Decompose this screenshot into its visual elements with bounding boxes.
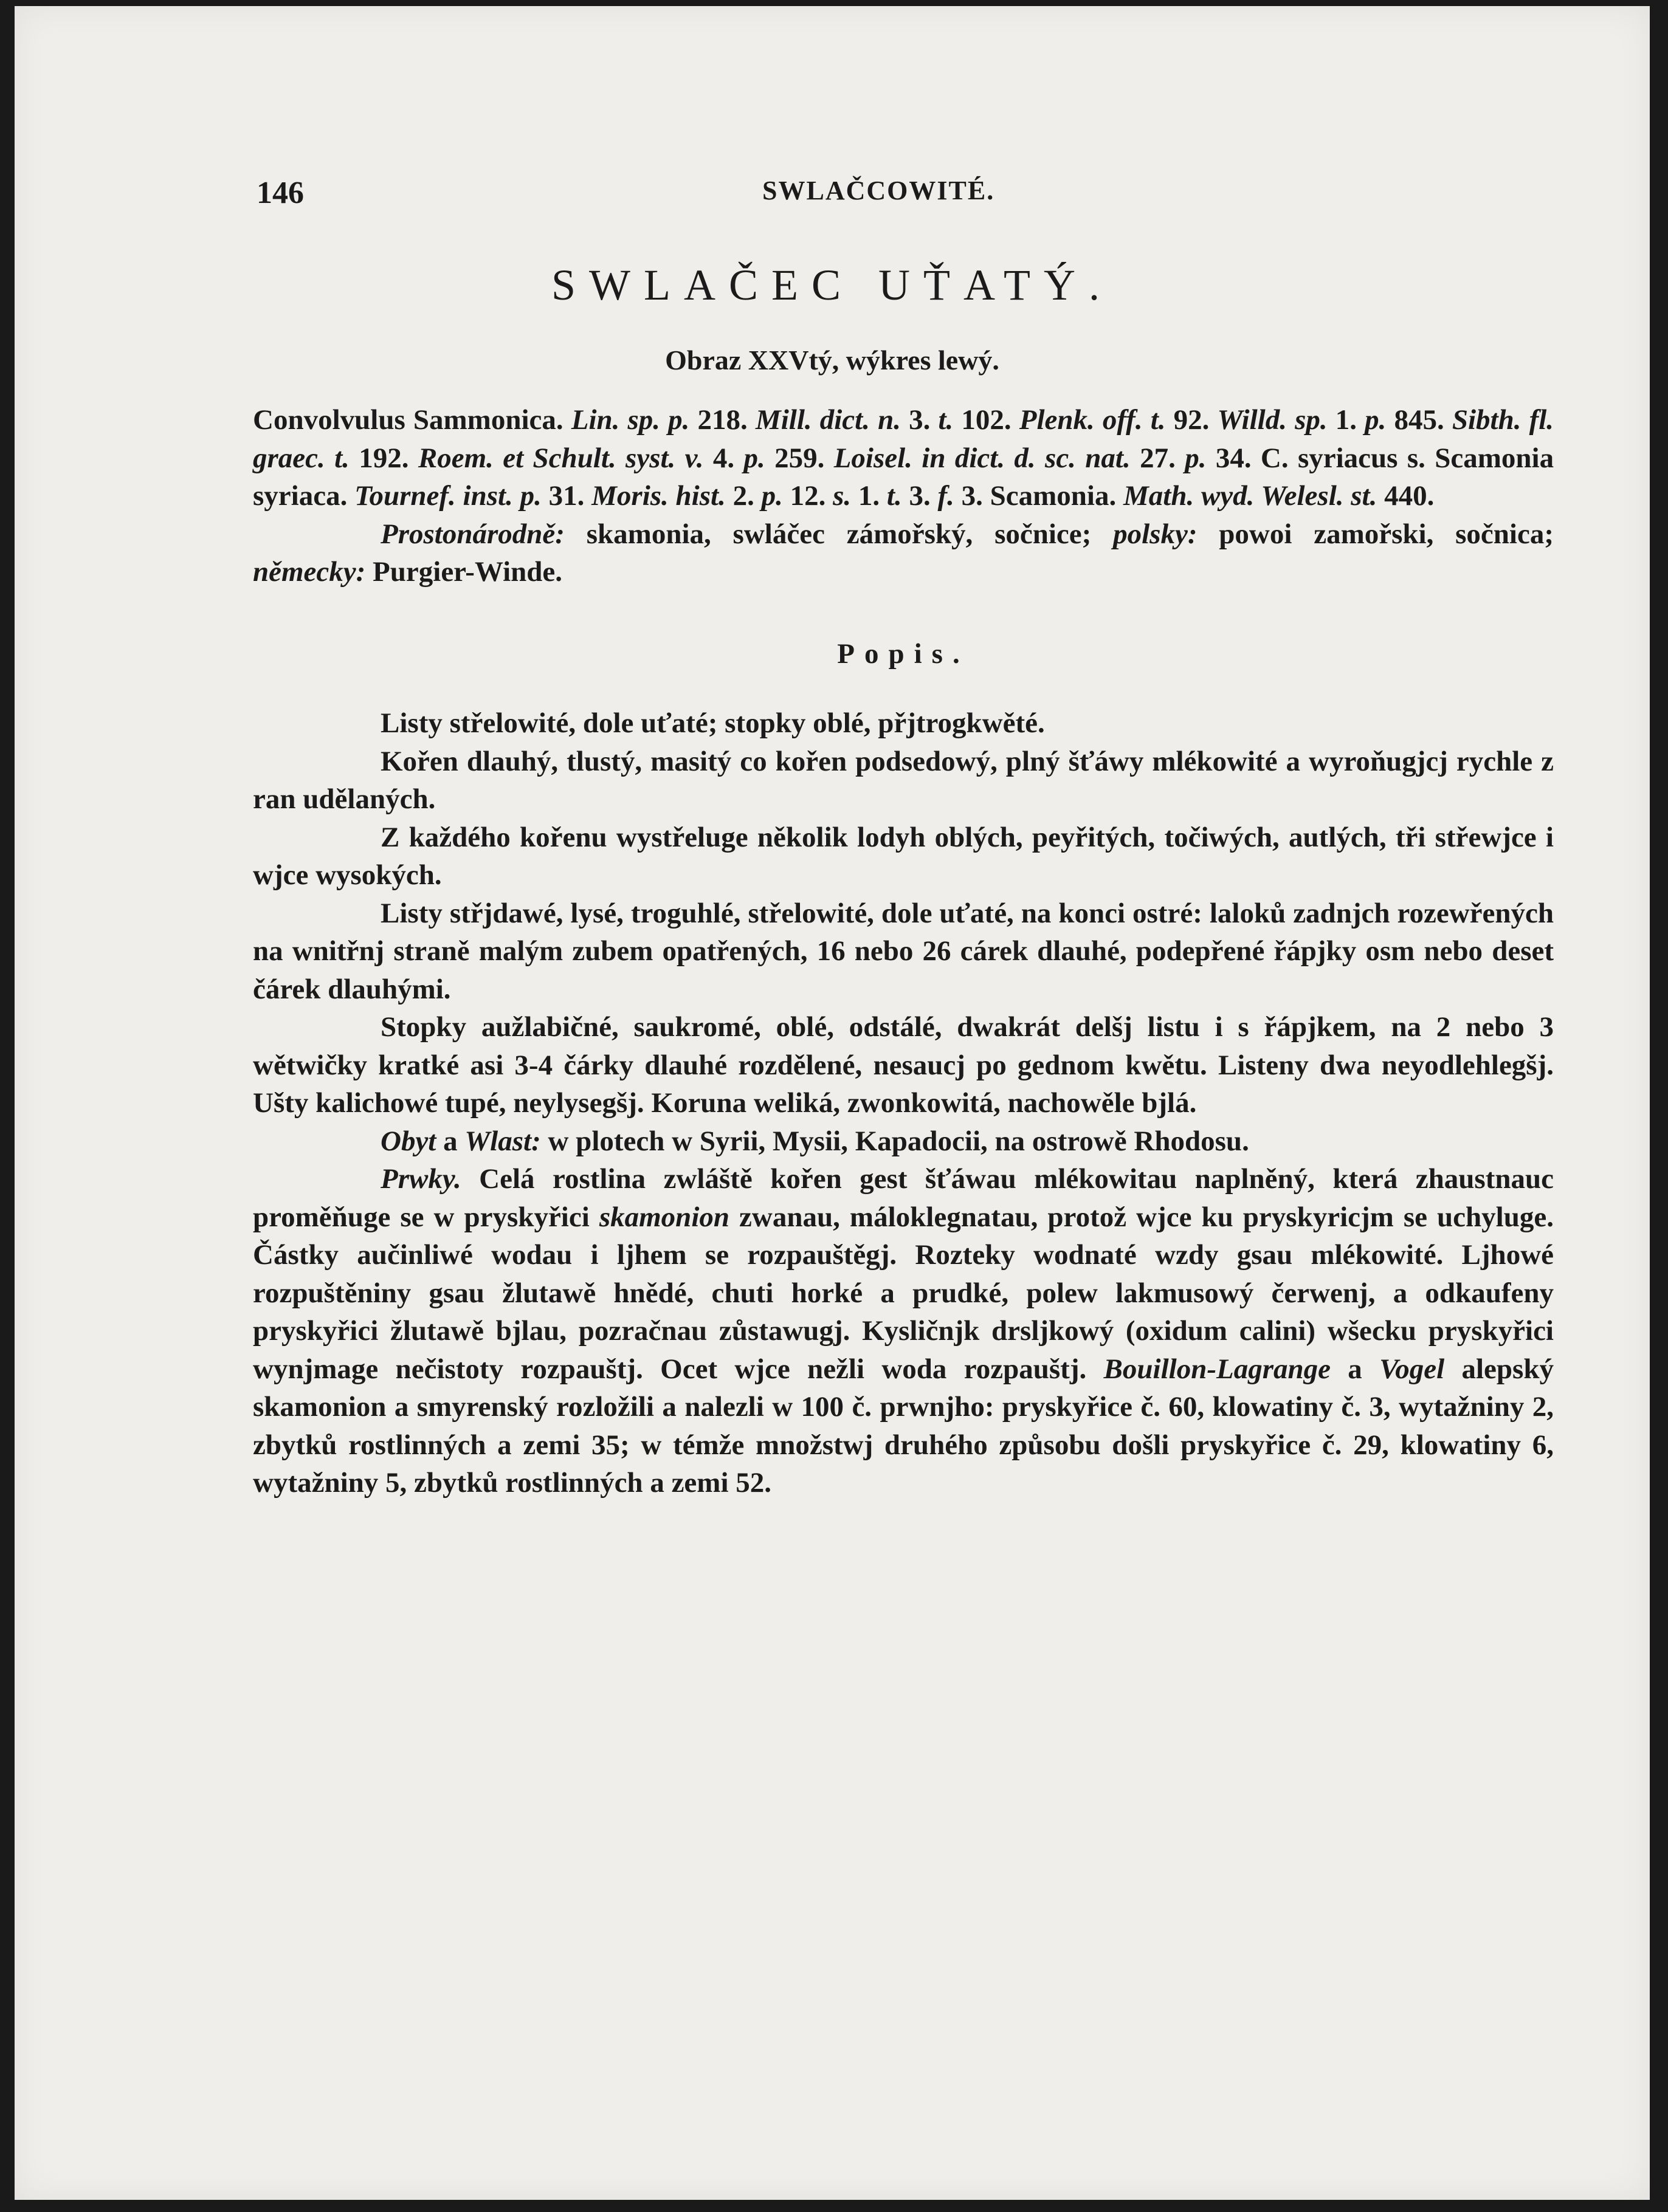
citation-text: Sibth. fl. graec. t. — [253, 404, 1554, 474]
habitat-label: Obyt — [381, 1125, 436, 1157]
running-title: SWLAČCOWITÉ. — [762, 176, 995, 205]
citation-text: Moris. hist. — [591, 480, 726, 512]
synonym-text: 1. — [851, 480, 887, 512]
citation-text: Roem. et Schult. syst. v. — [418, 442, 704, 474]
citation-text: t. — [938, 404, 954, 436]
vernacular-text: skamonia, swláčec zámořský, sočnice; — [564, 518, 1114, 550]
vernacular-text: powoi zamořski, sočnica; — [1197, 518, 1554, 550]
synonym-text: 1. — [1327, 404, 1365, 436]
citation-text: Plenk. off. t. — [1019, 404, 1166, 436]
term-text: skamonion — [599, 1201, 730, 1233]
language-label: polsky: — [1113, 518, 1198, 550]
citation-text: p. — [1185, 442, 1207, 474]
section-heading: Popis. — [837, 637, 970, 670]
synonym-text: 12. — [782, 480, 833, 512]
description-paragraph: Stopky aužlabičné, saukromé, oblé, odstálé, dwakrát delšj listu i s řápjkem, na 2 nebo 3 wětwičky kratké asi 3-4 čárky dlauhé rozdělené, nesaucj po gednom kwětu. Listeny dwa neyodlehlegšj. Ušty kalichowé tupé, neylysegšj. Koruna weliká, zwonkowitá, nachowěle bjlá. — [253, 1011, 1554, 1119]
language-label: Prostonárodně: — [381, 518, 565, 550]
properties-text: Celá rostlina zwláště kořen gest šťáwau mlékowitau naplněný, která zhaustnauc proměňuge se w pryskyřici — [253, 1163, 1554, 1233]
citation-text: Mill. dict. n. — [755, 404, 901, 436]
synonym-text: 34. C. syriacus s. Scamonia syriaca. — [253, 442, 1554, 512]
synonym-text: 27. — [1130, 442, 1185, 474]
synonym-text: 3. — [900, 404, 939, 436]
synonym-text: 3. Scamonia. — [954, 480, 1123, 512]
citation-text: Math. wyd. Welesl. st. — [1123, 480, 1377, 512]
synonym-text: 92. — [1165, 404, 1218, 436]
vernacular-text: Purgier-Winde. — [365, 556, 563, 588]
book-page — [15, 6, 1650, 2200]
description-paragraph: Kořen dlauhý, tlustý, masitý co kořen podsedowý, plný šťáwy mlékowité a wyroňugjcj rychle z ran udělaných. — [253, 745, 1554, 815]
citation-text: Lin. sp. p. — [571, 404, 690, 436]
citation-text: Tournef. inst. p. — [354, 480, 542, 512]
vernacular-names-paragraph — [253, 515, 1554, 591]
citation-text: Willd. sp. — [1217, 404, 1328, 436]
synonym-text: 218. — [689, 404, 756, 436]
properties-paragraph — [253, 1160, 1554, 1502]
synonym-text: 259. — [765, 442, 834, 474]
author-name: Bouillon-Lagrange — [1103, 1353, 1331, 1385]
author-name: Vogel — [1379, 1353, 1445, 1385]
synonym-text: 31. — [541, 480, 592, 512]
properties-text: zwanau, máloklegnatau, protož wjce ku pryskyricjm se uchyluge. Částky aučinliwé wodau i ljhem se rozpauštěgj. Rozteky wodnaté wzdy gsau mlékowité. Ljhowé rozpuštěniny gsau žlutawě hnědé, chuti horké a prudké, polew lakmusowý čerwenj, a odkaufeny pryskyřici žlutawě bjlau, pozračnau zůstawugj. Kysličnjk drsljkowý (oxidum calini) wšecku pryskyřici wynjmage nečistoty rozpauštj. Ocet wjce nežli woda rozpauštj. — [253, 1201, 1554, 1385]
habitat-label: Wlast: — [464, 1125, 541, 1157]
habitat-text: w plotech w Syrii, Mysii, Kapadocii, na ostrowě Rhodosu. — [540, 1125, 1249, 1157]
citation-text: p. — [761, 480, 783, 512]
habitat-paragraph — [253, 1122, 1554, 1161]
synonymy-paragraph — [253, 401, 1554, 515]
synonym-text: 440. — [1377, 480, 1435, 512]
citation-text: Loisel. in dict. d. sc. nat. — [833, 442, 1131, 474]
description-paragraph: Listy střjdawé, lysé, troguhlé, střelowité, dole uťaté, na konci ostré: laloků zadnjch rozewřených na wnitřnj straně malým zubem opatřených, 16 nebo 26 cárek dlauhé, podepřené řápjky osm nebo deset čárek dlauhými. — [253, 897, 1554, 1005]
synonym-text: 192. — [349, 442, 418, 474]
citation-text: t. — [886, 480, 902, 512]
plate-reference: Obraz XXVtý, wýkres lewý. — [665, 345, 999, 376]
language-label: německy: — [253, 556, 366, 588]
properties-text: alepský skamonion a smyrenský rozložili a nalezli w 100 č. prwnjho: pryskyřice č. 60, klowatiny č. 3, wytažniny 2, zbytků rostlinných a zemi 35; w témže množstwj druhého způsobu došli pryskyřice č. 29, klowatiny 6, wytažniny 5, zbytků rostlinných a zemi 52. — [253, 1353, 1554, 1499]
citation-text: f. — [937, 480, 954, 512]
synonym-text: 3. — [901, 480, 938, 512]
synonym-text: 102. — [953, 404, 1019, 436]
properties-text: a — [1331, 1353, 1380, 1385]
article-body — [253, 401, 1554, 1502]
description-paragraph: Listy střelowité, dole uťaté; stopky oblé, přjtrogkwěté. — [381, 707, 1045, 739]
citation-text: s. — [833, 480, 852, 512]
synonym-text: 845. — [1386, 404, 1452, 436]
citation-text: p. — [1365, 404, 1387, 436]
running-head — [15, 175, 1650, 218]
properties-label: Prwky. — [381, 1163, 461, 1195]
species-title: SWLAČEC UŤATÝ. — [551, 261, 1113, 309]
synonym-text: 2. — [725, 480, 762, 512]
synonym-text: Convolvulus Sammonica. — [253, 404, 571, 436]
page-number: 146 — [257, 176, 304, 210]
description-paragraph: Z každého kořenu wystřeluge několik lodyh oblých, peyřitých, točiwých, autlých, tři střewjce i wjce wysokých. — [253, 821, 1554, 891]
citation-text: p. — [743, 442, 765, 474]
habitat-text: a — [436, 1125, 465, 1157]
synonym-text: 4. — [703, 442, 744, 474]
